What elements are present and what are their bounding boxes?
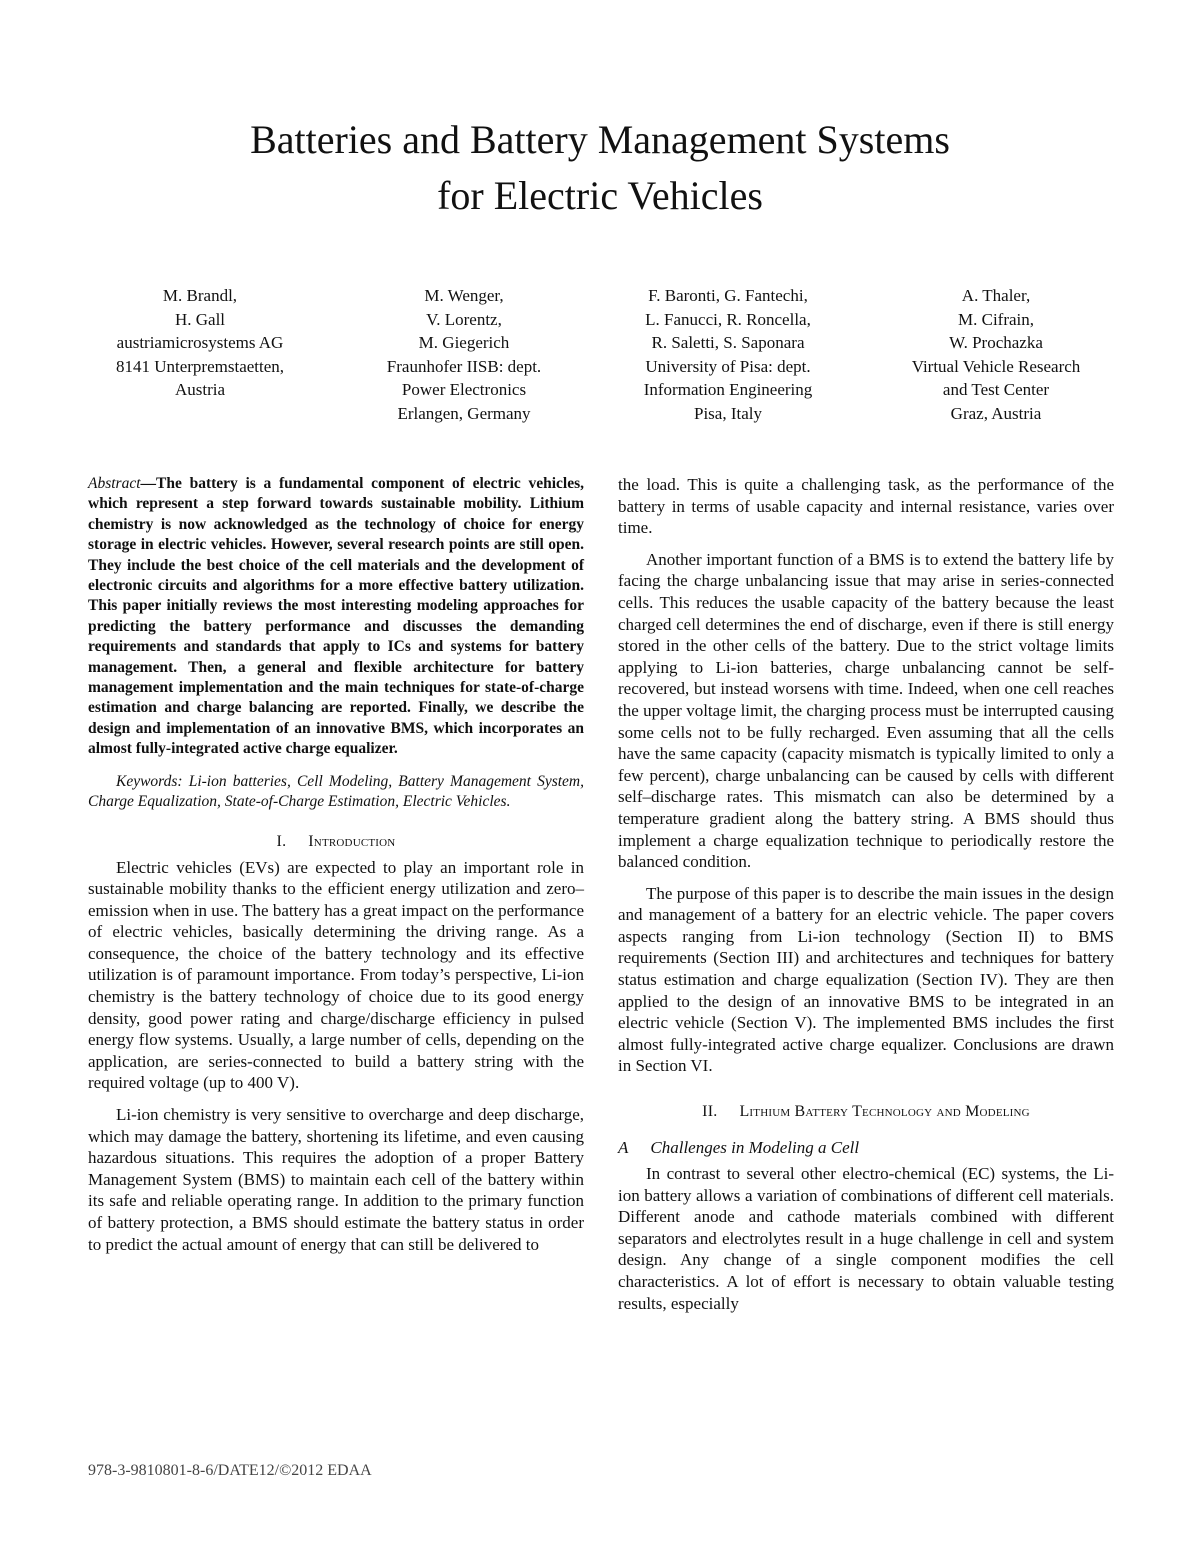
author-affiliation: Austria — [174, 380, 226, 399]
author-line: W. Prochazka — [949, 333, 1043, 352]
author-affiliation: austriamicrosystems AG — [116, 333, 284, 352]
section-number: I. — [276, 832, 287, 850]
author-affiliation: Erlangen, Germany — [397, 403, 531, 423]
abstract-label: Abstract — [88, 475, 141, 492]
author-line: M. Giegerich — [418, 333, 510, 352]
author-line: M. Wenger, — [424, 286, 504, 305]
author-line: M. Brandl, — [162, 286, 238, 305]
author-line: L. Fanucci, R. Roncella, — [645, 309, 811, 329]
author-line: H. Gall — [174, 309, 226, 329]
section-number: II. — [702, 1103, 718, 1121]
author-affiliation: Pisa, Italy — [694, 403, 762, 423]
author-line: M. Cifrain, — [957, 309, 1035, 329]
subsection-heading — [618, 1137, 1114, 1159]
section-heading-introduction — [88, 831, 584, 853]
author-affiliation: Graz, Austria — [950, 403, 1042, 423]
author-affiliation: Fraunhofer IISB: dept. — [386, 356, 542, 376]
paragraph: Li-ion chemistry is very sensitive to overcharge and deep discharge, which may damage the battery, shortening its lifetime, and even causing hazardous situations. This requires the adoption of a proper Battery Management System (BMS) to maintain each cell of the battery within its safe and reliable operating range. In addition to the primary function of battery protection, a BMS should estimate the battery status in order to predict the actual amount of energy that can still be delivered to — [88, 1105, 584, 1254]
author-affiliation: Virtual Vehicle Research — [911, 356, 1081, 376]
author-affiliation: and Test Center — [942, 380, 1050, 399]
keywords: Keywords: Li-ion batteries, Cell Modeling, Battery Management System, Charge Equalization, State-of-Charge Estimation, Electric Vehicles. — [88, 772, 584, 811]
paper-title — [0, 112, 1200, 224]
author-affiliation: University of Pisa: dept. — [645, 356, 811, 376]
section-title: Lithium Battery Technology and Modeling — [739, 1103, 1030, 1121]
paper-title-line-1: Batteries and Battery Management Systems — [250, 117, 950, 162]
left-column — [88, 474, 584, 1265]
author-line: R. Saletti, S. Saponara — [651, 333, 805, 352]
section-heading-lithium-battery — [618, 1101, 1114, 1123]
right-column — [618, 474, 1114, 1324]
subsection-number: A — [618, 1138, 629, 1158]
author-affiliation: Information Engineering — [643, 380, 813, 399]
paragraph: Electric vehicles (EVs) are expected to play an important role in sustainable mobility thanks to the efficient energy utilization and zero–emission when in use. The battery has a great impact on the performance of electric vehicles, basically determining the driving range. As a consequence, the choice of the battery technology and its effective utilization is of paramount importance. From today’s perspective, Li-ion chemistry is the battery technology of choice due to its good energy density, good power rating and charge/discharge efficiency in pulsed energy flow systems. Usually, a large number of cells, depending on the application, are series-connected to build a battery string with the required voltage (up to 400 V). — [88, 857, 584, 1093]
author-group-1 — [60, 284, 340, 402]
abstract-text: —The battery is a fundamental component of electric vehicles, which represent a step forward towards sustainable mobility. Lithium chemistry is now acknowledged as the technology of choice for energy storage in electric vehicles. However, several research points are still open. They include the best choice of the cell materials and the development of electronic circuits and algorithms for a more effective battery utilization. This paper initially reviews the most interesting modeling approaches for predicting the battery performance and discusses the demanding requirements and standards that apply to ICs and systems for battery management. Then, a general and flexible architecture for battery management implementation and the main techniques for state-of-charge estimation and charge balancing are reported. Finally, we describe the design and implementation of an innovative BMS, which incorporates an almost fully-integrated active charge equalizer. — [88, 475, 584, 758]
paragraph: The purpose of this paper is to describe the main issues in the design and management of a battery for an electric vehicle. The paper covers aspects ranging from Li-ion technology (Section II) to BMS requirements (Section III) and architectures and techniques for battery status estimation and charge equalization (Section IV). They are then applied to the design of an innovative BMS to be integrated in an electric vehicle (Section V). The implemented BMS includes the first almost fully-integrated active charge equalizer. Conclusions are drawn in Section VI. — [618, 883, 1114, 1076]
paragraph: In contrast to several other electro-chemical (EC) systems, the Li-ion battery allows a variation of combinations of different cell materials. Different anode and cathode materials combined with different separators and electrolytes result in a huge challenge in cell and system design. Any change of a single component modifies the cell characteristics. A lot of effort is necessary to obtain valuable testing results, especially — [618, 1164, 1114, 1313]
author-affiliation: Power Electronics — [401, 380, 527, 399]
author-block — [60, 284, 1140, 434]
author-group-4 — [856, 284, 1136, 425]
abstract — [88, 474, 584, 760]
paragraph: Another important function of a BMS is to extend the battery life by facing the charge unbalancing issue that may arise in series-connected cells. This reduces the usable capacity of the battery because the least charged cell determines the end of discharge, even if there is still energy stored in the other cells of the battery. Due to the strict voltage limits applying to Li-ion batteries, charge unbalancing cannot be self-recovered, but instead worsens with time. Indeed, when one cell reaches the upper voltage limit, the charging process must be interrupted causing some cells not to be fully recharged. Even assuming that all the cells have the same capacity (capacity mismatch is typically limited to only a few percent), charge unbalancing can be caused by cells with different self–discharge rates. This mismatch can also be determined by a temperature gradient along the battery string. A BMS should thus implement a charge equalization technique to periodically restore the balanced condition. — [618, 549, 1114, 872]
subsection-title: Challenges in Modeling a Cell — [650, 1138, 860, 1158]
paper-title-line-2: for Electric Vehicles — [437, 173, 763, 218]
author-line: V. Lorentz, — [426, 309, 502, 329]
author-line: A. Thaler, — [961, 286, 1031, 305]
author-group-2 — [324, 284, 604, 425]
section-title: Introduction — [308, 832, 396, 850]
copyright-footer: 978-3-9810801-8-6/DATE12/©2012 EDAA — [88, 1462, 372, 1479]
author-line: F. Baronti, G. Fantechi, — [648, 286, 808, 305]
paragraph-continued: the load. This is quite a challenging task, as the performance of the battery in terms of usable capacity and internal resistance, varies over time. — [618, 475, 1114, 538]
author-group-3 — [588, 284, 868, 425]
author-affiliation: 8141 Unterpremstaetten, — [115, 356, 285, 376]
